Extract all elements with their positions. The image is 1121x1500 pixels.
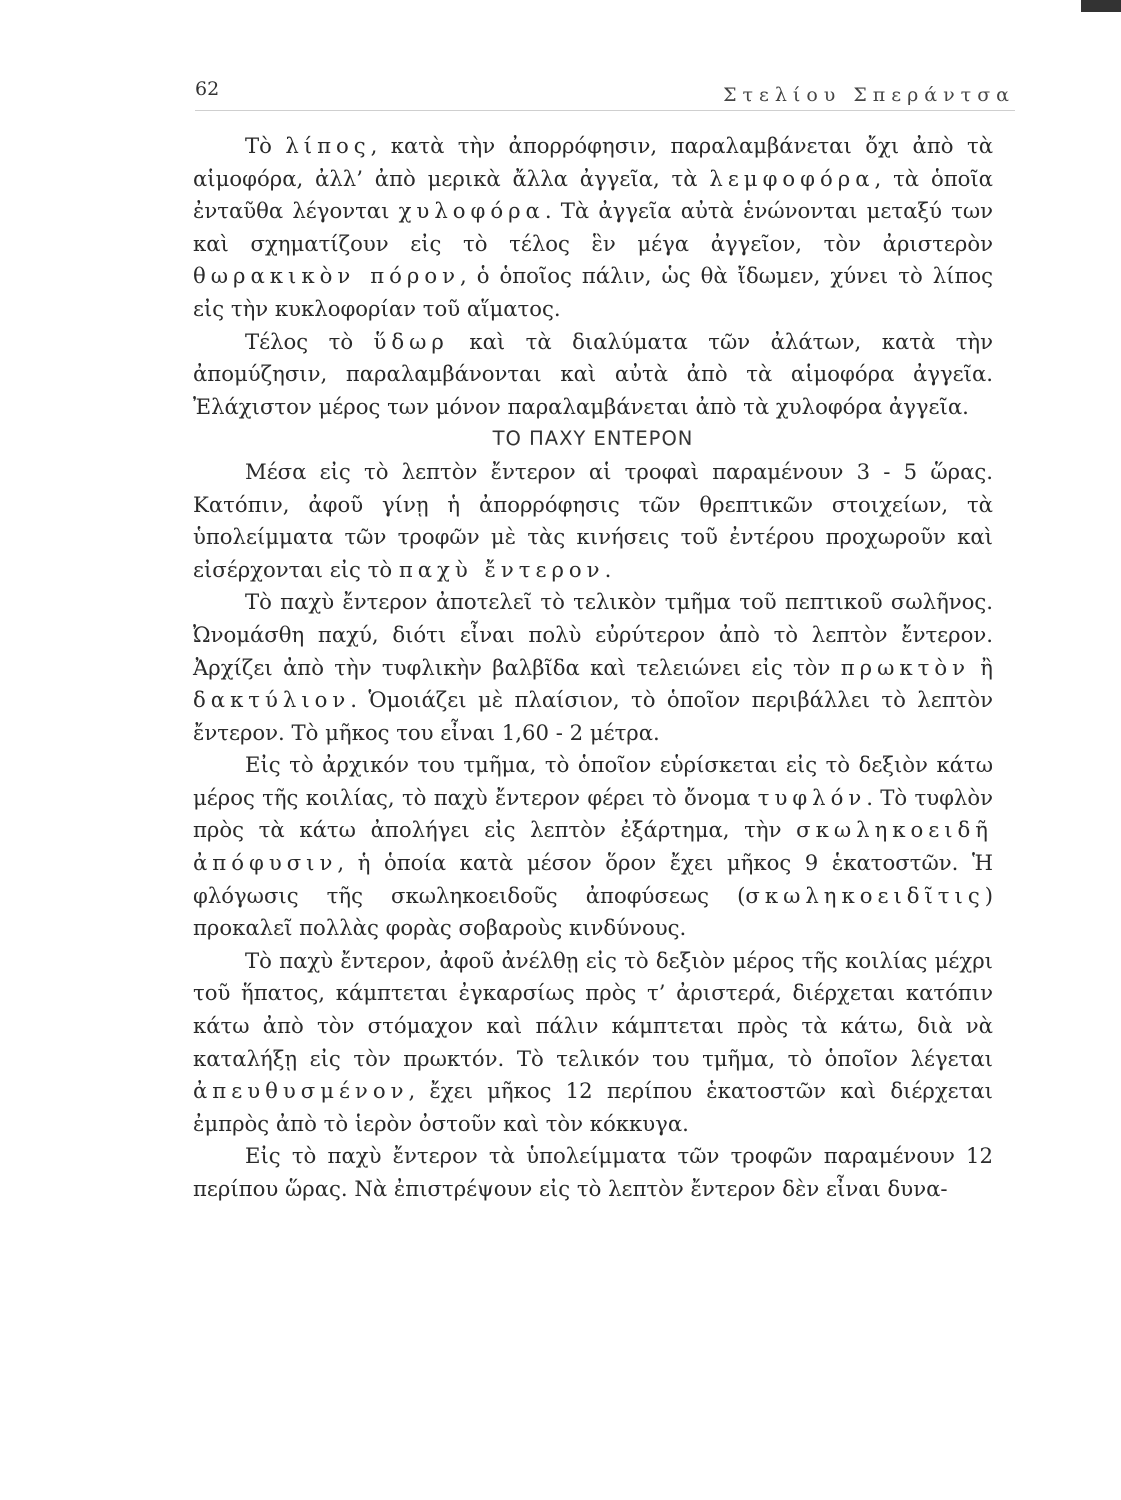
emphasized-term: ὕδωρ xyxy=(373,328,449,354)
text-run: , τὰ ὁποῖα ἐνταῦθα λέγονται xyxy=(193,165,993,224)
text-run: Τὸ παχὺ ἔντερον, ἀφοῦ ἀνέλθῃ εἰς τὸ δεξιὸν μέρος τῆς κοιλίας μέχρι τοῦ ἥπατος, κάμπτεται ἐγκαρσίως πρὸς τ’ ἀριστερά, διέρχεται κατόπιν κάτω ἀπὸ τὸν στόμαχον καὶ πάλιν κάμπτεται πρὸς τὰ κάτω, διὰ νὰ καταλήξῃ εἰς τὸν πρωκτόν. Τὸ τελικόν του τμῆμα, τὸ ὁποῖον λέγεται xyxy=(193,947,993,1071)
text-run: . Τὸ τυφλὸν πρὸς τὰ κάτω ἀπολήγει εἰς λεπτὸν ἐξάρτημα, τὴν xyxy=(193,784,993,843)
paragraph xyxy=(193,749,993,945)
running-title: Στελίου Σπεράντσα xyxy=(723,84,1015,106)
text-run: Εἰς τὸ ἀρχικόν του τμῆμα, τὸ ὁποῖον εὑρίσκεται εἰς τὸ δεξιὸν κάτω μέρος τῆς κοιλίας, τὸ παχὺ ἔντερον φέρει τὸ ὄνομα xyxy=(193,752,993,810)
text-run: , ὁ ὁποῖος πάλιν, ὡς θὰ ἴδωμεν, χύνει τὸ λίπος εἰς τὴν κυκλοφορίαν τοῦ αἵματος. xyxy=(193,263,993,321)
emphasized-term: πρωκτὸν xyxy=(840,654,970,680)
emphasized-term: λίπος xyxy=(285,133,371,158)
paragraph xyxy=(193,1140,993,1205)
text-run: Εἰς τὸ παχὺ ἔντερον τὰ ὑπολείμματα τῶν τροφῶν παραμένουν 12 περίπου ὥρας. Νὰ ἐπιστρέψουν εἰς τὸ λεπτὸν ἔντερον δὲν εἶναι δυνα- xyxy=(193,1143,993,1201)
text-run: ἢ xyxy=(969,654,993,680)
emphasized-term: δακτύλιον xyxy=(193,687,351,713)
paragraph xyxy=(193,456,993,586)
paragraph xyxy=(193,130,993,326)
text-run: , ἡ ὁποία κατὰ μέσον ὅρον ἔχει μῆκος 9 ἑκατοστῶν. Ἡ φλόγωσις τῆς σκωληκοειδοῦς ἀποφύσεως ( xyxy=(193,850,993,908)
page-body xyxy=(193,130,993,1206)
text-run: Μέσα εἰς τὸ λεπτὸν ἔντερον αἱ τροφαὶ παραμένουν 3 - 5 ὥρας. Κατόπιν, ἀφοῦ γίνῃ ἡ ἀπορρόφησις τῶν θρεπτικῶν στοιχείων, τὰ ὑπολείμματα τῶν τροφῶν μὲ τὰς κινήσεις τοῦ ἐντέρου προχωροῦν καὶ εἰσέρχονται εἰς τὸ xyxy=(193,458,993,582)
paragraph xyxy=(193,326,993,424)
section-title: ΤΟ ΠΑΧΥ ΕΝΤΕΡΟΝ xyxy=(492,427,694,451)
text-run: . xyxy=(604,556,612,582)
page-header xyxy=(195,70,1015,111)
text-run: . Ὁμοιάζει μὲ πλαίσιον, τὸ ὁποῖον περιβάλλει τὸ λεπτὸν ἔντερον. Τὸ μῆκος του εἶναι 1,60 - 2 μέτρα. xyxy=(193,687,993,745)
emphasized-term: λεμφοφόρα xyxy=(709,165,875,191)
paragraph xyxy=(193,945,993,1141)
emphasized-term: θωρακικὸν πόρον xyxy=(193,263,460,289)
emphasized-term: σκωληκοειδῆ ἀπόφυσιν xyxy=(193,817,993,876)
text-block-after xyxy=(193,456,993,1206)
text-run: Τὸ παχὺ ἔντερον ἀποτελεῖ τὸ τελικὸν τμῆμα τοῦ πεπτικοῦ σωλῆνος. Ὠνομάσθη παχύ, διότι εἶναι πολὺ εὐρύτερον ἀπὸ τὸ λεπτὸν ἔντερον. Ἀρχίζει ἀπὸ τὴν τυφλικὴν βαλβῖδα καὶ τελειώνει εἰς τὸν xyxy=(193,589,993,680)
emphasized-term: παχὺ ἔντερον xyxy=(398,556,605,582)
emphasized-term: ἀπευθυσμένον xyxy=(193,1078,409,1104)
text-run: καὶ τὰ διαλύματα τῶν ἀλάτων, κατὰ τὴν ἀπομύζησιν, παραλαμβάνονται καὶ αὐτὰ ἀπὸ τὰ αἱμοφόρα ἀγγεῖα. Ἐλάχιστον μέρος των μόνον παραλαμβάνεται ἀπὸ τὰ χυλοφόρα ἀγγεῖα. xyxy=(193,328,994,419)
paragraph xyxy=(193,586,993,749)
text-run: , ἔχει μῆκος 12 περίπου ἑκατοστῶν καὶ διέρχεται ἐμπρὸς ἀπὸ τὸ ἱερὸν ὀστοῦν καὶ τὸν κόκκυγα. xyxy=(193,1078,993,1136)
text-run: ) προκαλεῖ πολλὰς φορὰς σοβαροὺς κινδύνους. xyxy=(193,882,993,941)
text-block-before xyxy=(193,130,993,423)
page-number: 62 xyxy=(195,78,220,100)
text-run: , κατὰ τὴν ἀπορρόφησιν, παραλαμβάνεται ὄχι ἀπὸ τὰ αἱμοφόρα, ἀλλ’ ἀπὸ μερικὰ ἄλλα ἀγγεῖα, τὰ xyxy=(193,133,994,191)
emphasized-term: χυλοφόρα xyxy=(398,198,545,224)
text-run: Τέλος τὸ xyxy=(245,328,374,354)
text-run: Τὸ xyxy=(245,133,286,158)
emphasized-term: τυφλόν xyxy=(757,784,867,810)
text-run: . Τὰ ἀγγεῖα αὐτὰ ἑνώνονται μεταξύ των καὶ σχηματίζουν εἰς τὸ τέλος ἓν μέγα ἀγγεῖον, τὸν ἀριστερὸν xyxy=(193,198,994,256)
scan-corner-mark xyxy=(1081,0,1121,12)
emphasized-term: σκωληκοειδῖτις xyxy=(745,882,985,908)
